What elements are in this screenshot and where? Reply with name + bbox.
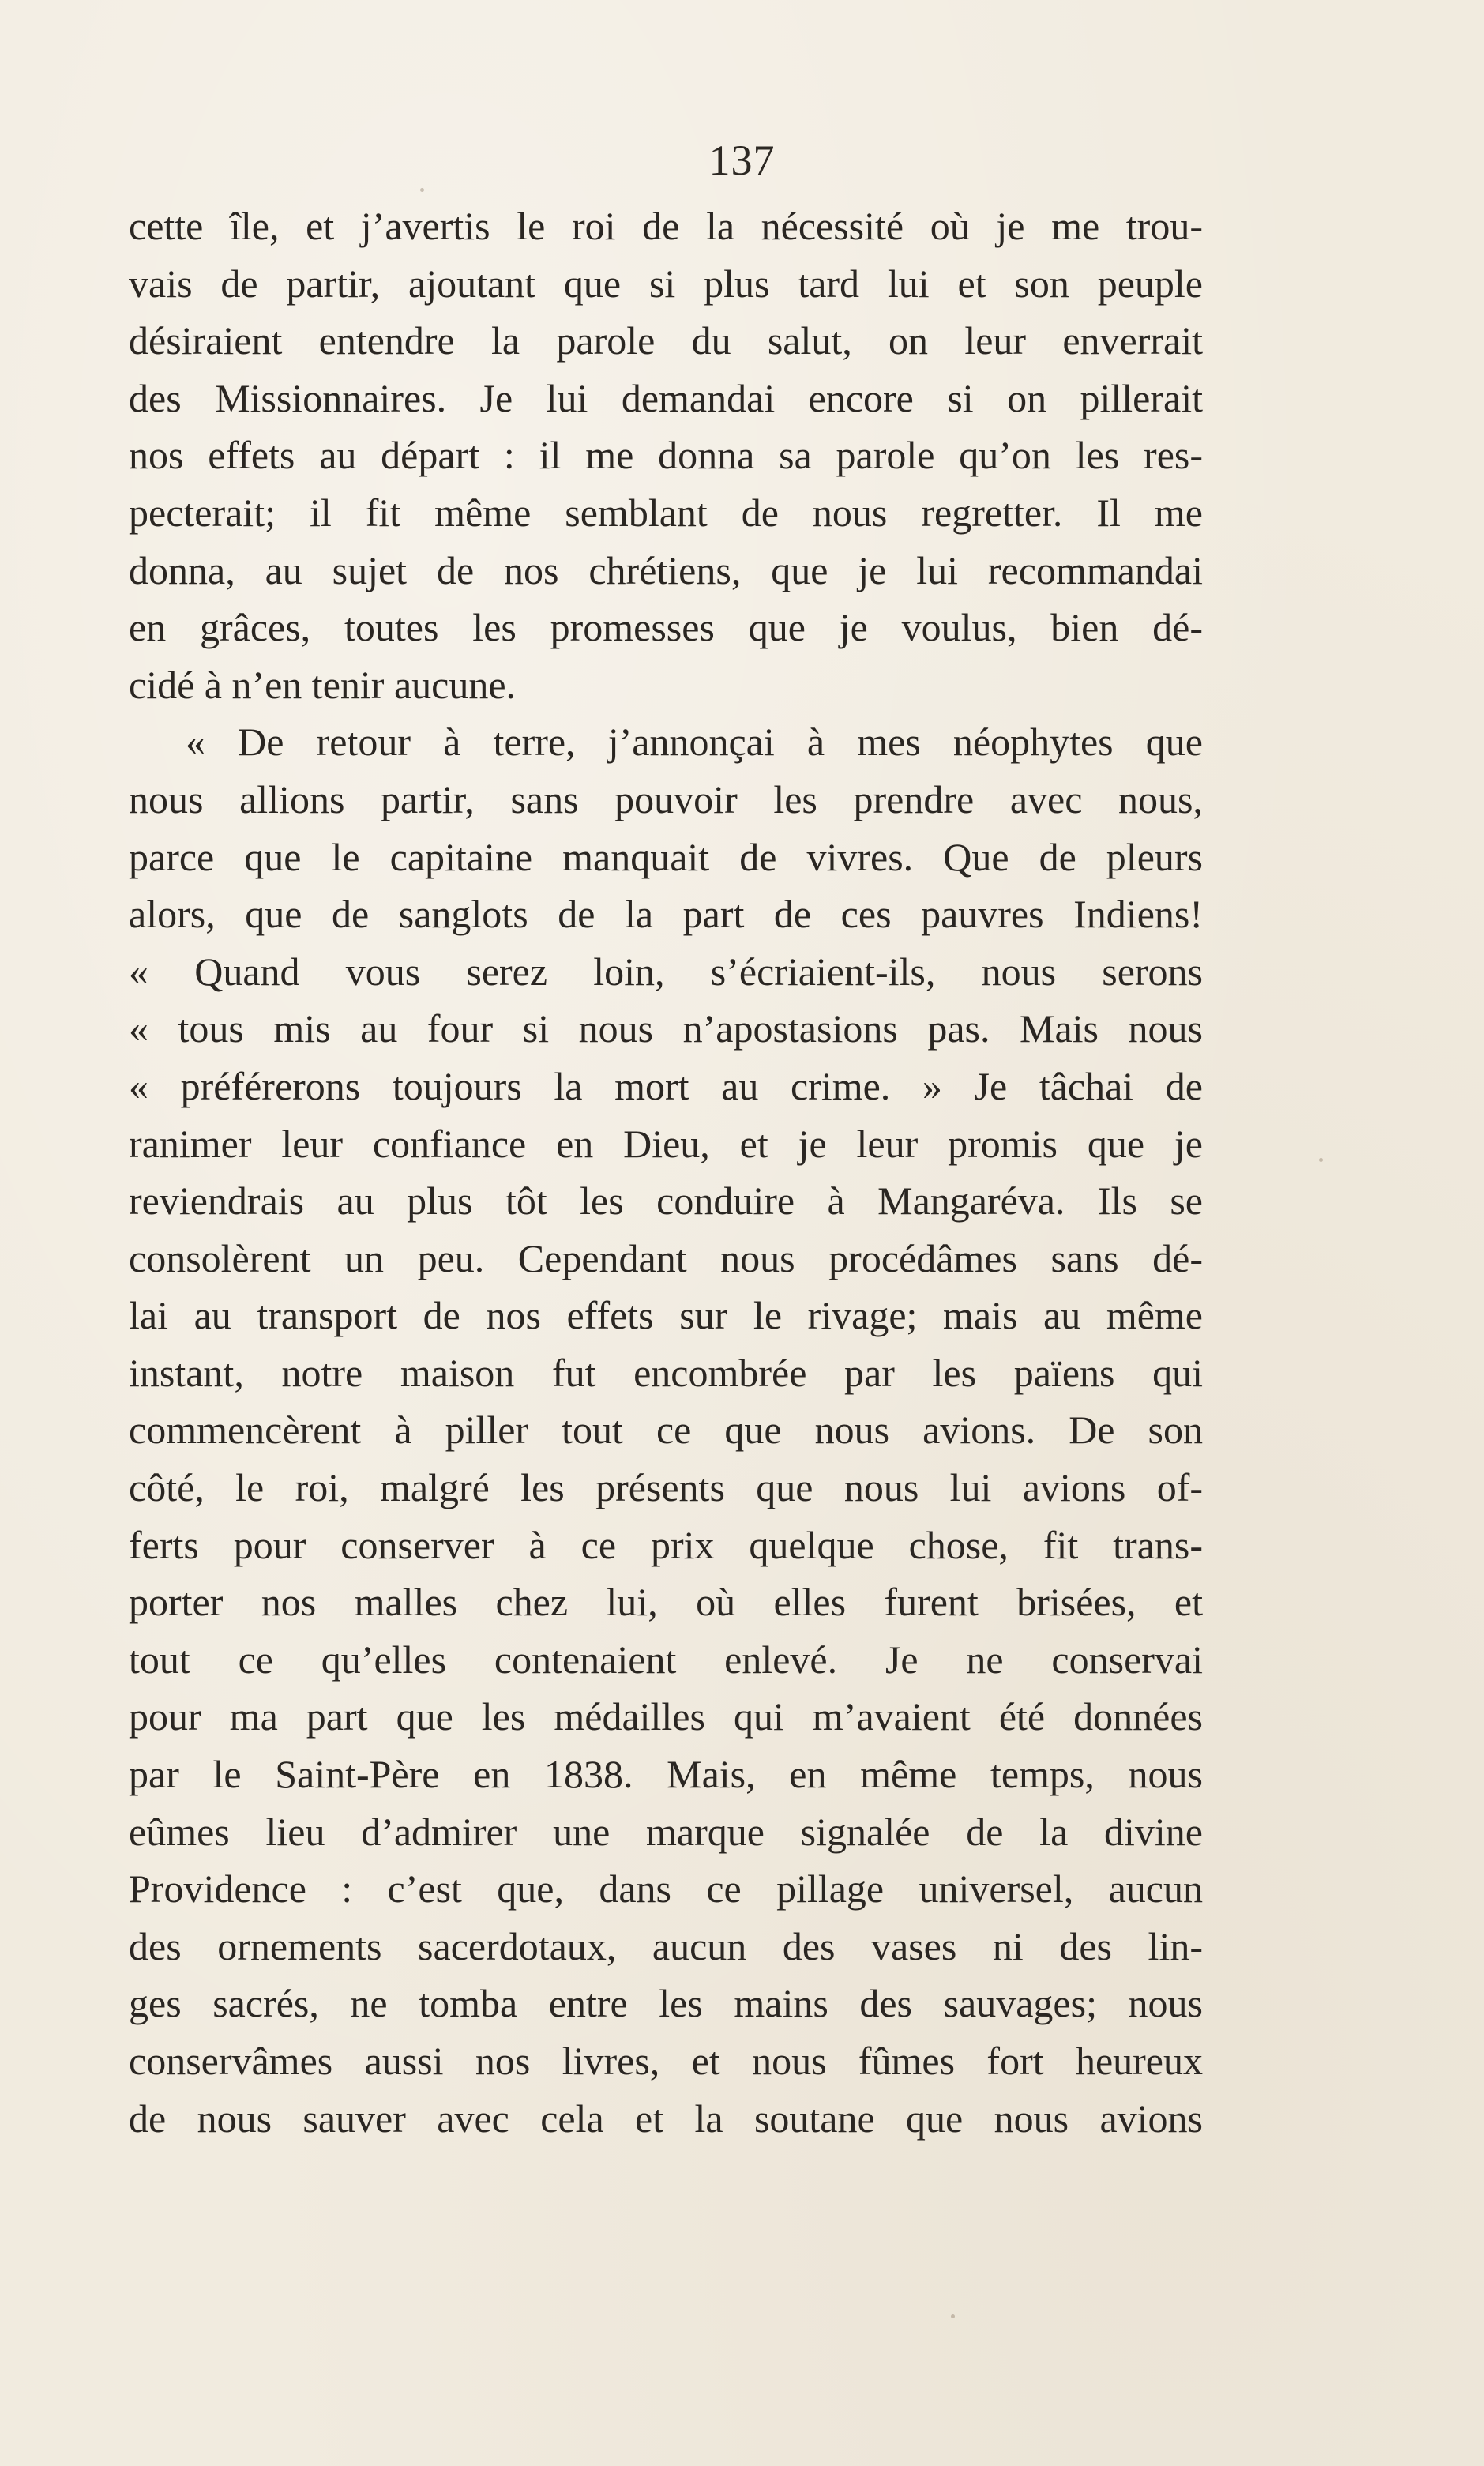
text-line: « tous mis au four si nous n’apostasions pas. Mais nous <box>129 1006 1203 1051</box>
text-line: lai au transport de nos effets sur le rivage; mais au même <box>129 1293 1203 1338</box>
text-line: en grâces, toutes les promesses que je voulus, bien dé- <box>129 605 1203 650</box>
text-line: porter nos malles chez lui, où elles furent brisées, et <box>129 1580 1203 1625</box>
text-line: consolèrent un peu. Cependant nous procédâmes sans dé- <box>129 1235 1203 1280</box>
text-line: commencèrent à piller tout ce que nous avions. De son <box>129 1408 1203 1453</box>
text-line: « préférerons toujours la mort au crime. » Je tâchai de <box>129 1063 1203 1108</box>
body-text <box>129 197 1203 2147</box>
text-line: cidé à n’en tenir aucune. <box>129 662 517 707</box>
text-line: conservâmes aussi nos livres, et nous fûmes fort heureux <box>129 2039 1203 2083</box>
text-line: ranimer leur confiance en Dieu, et je leur promis que je <box>129 1121 1203 1166</box>
text-line: nous allions partir, sans pouvoir les prendre avec nous, <box>129 776 1203 821</box>
text-line: pecterait; il fit même semblant de nous regretter. Il me <box>129 490 1203 535</box>
text-line: instant, notre maison fut encombrée par les païens qui <box>129 1350 1203 1395</box>
page-number: 137 <box>708 137 776 184</box>
paper-speck <box>1319 1158 1323 1162</box>
text-line: cette île, et j’avertis le roi de la nécessité où je me trou- <box>129 204 1203 248</box>
text-line: de nous sauver avec cela et la soutane que nous avions <box>129 2096 1203 2141</box>
text-line: côté, le roi, malgré les présents que nous lui avions of- <box>129 1465 1203 1510</box>
text-line: donna, au sujet de nos chrétiens, que je lui recommandai <box>129 547 1203 592</box>
text-line: par le Saint-Père en 1838. Mais, en même temps, nous <box>129 1752 1203 1797</box>
text-line: alors, que de sanglots de la part de ces pauvres Indiens! <box>129 892 1203 937</box>
paper-speck <box>951 2314 955 2318</box>
text-line: reviendrais au plus tôt les conduire à Mangaréva. Ils se <box>129 1178 1203 1224</box>
text-line: « Quand vous serez loin, s’écriaient-ils, nous serons <box>129 949 1203 994</box>
text-line: « De retour à terre, j’annonçai à mes néophytes que <box>186 720 1203 765</box>
text-line: parce que le capitaine manquait de vivres. Que de pleurs <box>129 834 1203 879</box>
text-line: tout ce qu’elles contenaient enlevé. Je ne conservai <box>129 1637 1203 1682</box>
text-line: ges sacrés, ne tomba entre les mains des sauvages; nous <box>129 1981 1203 2026</box>
text-line: Providence : c’est que, dans ce pillage universel, aucun <box>129 1866 1203 1912</box>
text-line: eûmes lieu d’admirer une marque signalée de la divine <box>129 1809 1203 1854</box>
text-line: ferts pour conserver à ce prix quelque chose, fit trans- <box>129 1522 1203 1567</box>
text-line: vais de partir, ajoutant que si plus tard lui et son peuple <box>129 261 1203 306</box>
paper-speck <box>420 188 424 192</box>
text-line: désiraient entendre la parole du salut, on leur enverrait <box>129 318 1203 363</box>
text-line: pour ma part que les médailles qui m’avaient été données <box>129 1694 1203 1739</box>
text-line: des ornements sacerdotaux, aucun des vases ni des lin- <box>129 1923 1203 1968</box>
text-line: des Missionnaires. Je lui demandai encore si on pillerait <box>129 375 1203 420</box>
text-line: nos effets au départ : il me donna sa parole qu’on les res- <box>129 433 1203 478</box>
